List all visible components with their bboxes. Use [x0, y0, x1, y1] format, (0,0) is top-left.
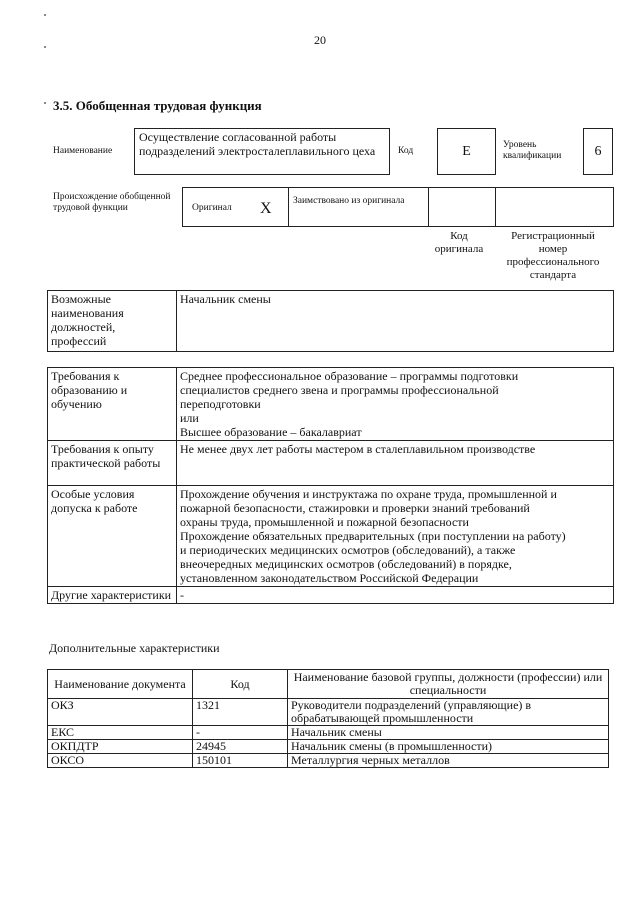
level-label: Уровень квалификации: [503, 140, 562, 161]
code-value: E: [462, 144, 471, 159]
code-original-caption: Код оригинала: [434, 230, 484, 255]
code-value-box: [437, 128, 496, 175]
scan-mark: [44, 102, 46, 104]
name-cell: Металлургия черных металлов: [288, 754, 609, 768]
requirement-label: Требования к опыту практической работы: [48, 441, 177, 486]
original-label: Оригинал: [192, 203, 232, 213]
line: Прохождение обучения и инструктажа по охране труда, промышленной и: [180, 487, 557, 501]
requirement-label: Требования к образованию и обучению: [48, 368, 177, 441]
registration-caption: Регистрационный номер профессионального стандарта: [506, 230, 600, 281]
line: Высшее образование – бакалавриат: [180, 425, 362, 439]
origin-label: Происхождение обобщенной трудовой функции: [53, 192, 171, 213]
code-cell: 150101: [193, 754, 288, 768]
level-value-box: [583, 128, 613, 175]
requirements-table: [47, 367, 614, 604]
doc-cell: ОКЗ: [48, 699, 193, 726]
table-row: [48, 754, 609, 768]
table-row: [48, 699, 609, 726]
column-header: Наименование документа: [48, 670, 193, 699]
additional-title: Дополнительные характеристики: [49, 641, 220, 655]
requirement-row: [48, 441, 614, 486]
table-header-row: [48, 670, 609, 699]
line: Прохождение обязательных предварительных (при поступлении на работу): [180, 529, 566, 543]
additional-table: [47, 669, 609, 768]
doc-cell: ОКПДТР: [48, 740, 193, 754]
name-cell: Руководители подразделений (управляющие) в обрабатывающей промышленности: [288, 699, 609, 726]
name-value: Осуществление согласованной работы подразделений электросталеплавильного цеха: [139, 130, 376, 158]
line: охраны труда, промышленной и пожарной безопасности: [180, 515, 469, 529]
requirement-row: [48, 587, 614, 604]
line: пожарной безопасности, стажировки и проверки знаний требований: [180, 501, 530, 515]
borrowed-label: Заимствовано из оригинала: [293, 196, 405, 206]
line: Не менее двух лет работы мастером в сталеплавильном производстве: [180, 442, 536, 456]
name-value-box: [134, 128, 390, 175]
positions-label: Возможные наименования должностей, профессий: [48, 291, 177, 352]
positions-row: [48, 291, 614, 352]
requirement-label: Особые условия допуска к работе: [48, 486, 177, 587]
line: внеочередных медицинских осмотров (обследований) в порядке,: [180, 557, 512, 571]
line: -: [180, 588, 184, 602]
divider: [495, 188, 496, 226]
code-cell: 24945: [193, 740, 288, 754]
origin-box: [182, 187, 614, 227]
original-mark: X: [260, 200, 272, 217]
divider: [288, 188, 289, 226]
page-number: 20: [314, 33, 326, 47]
column-header: Наименование базовой группы, должности (профессии) или специальности: [288, 670, 609, 699]
name-label: Наименование: [53, 146, 113, 156]
requirement-value: [177, 368, 614, 441]
table-row: [48, 740, 609, 754]
name-cell: Начальник смены: [288, 726, 609, 740]
requirement-value: [177, 486, 614, 587]
column-header: Код: [193, 670, 288, 699]
section-title: 3.5. Обобщенная трудовая функция: [53, 98, 262, 113]
code-cell: -: [193, 726, 288, 740]
scan-mark: [44, 14, 46, 16]
positions-table: [47, 290, 614, 352]
requirement-row: [48, 368, 614, 441]
level-value: 6: [594, 144, 602, 159]
doc-cell: ЕКС: [48, 726, 193, 740]
doc-cell: ОКСО: [48, 754, 193, 768]
line: специалистов среднего звена и программы профессиональной: [180, 383, 499, 397]
line: и периодических медицинских осмотров (обследований), а также: [180, 543, 516, 557]
code-cell: 1321: [193, 699, 288, 726]
name-cell: Начальник смены (в промышленности): [288, 740, 609, 754]
code-label: Код: [398, 146, 414, 156]
positions-value: Начальник смены: [177, 291, 614, 352]
line: переподготовки: [180, 397, 261, 411]
requirement-row: [48, 486, 614, 587]
line: или: [180, 411, 199, 425]
requirement-label: Другие характеристики: [48, 587, 177, 604]
line: Среднее профессиональное образование – программы подготовки: [180, 369, 519, 383]
divider: [428, 188, 429, 226]
table-row: [48, 726, 609, 740]
line: установленном законодательством Российской Федерации: [180, 571, 479, 585]
requirement-value: [177, 441, 614, 486]
requirement-value: [177, 587, 614, 604]
